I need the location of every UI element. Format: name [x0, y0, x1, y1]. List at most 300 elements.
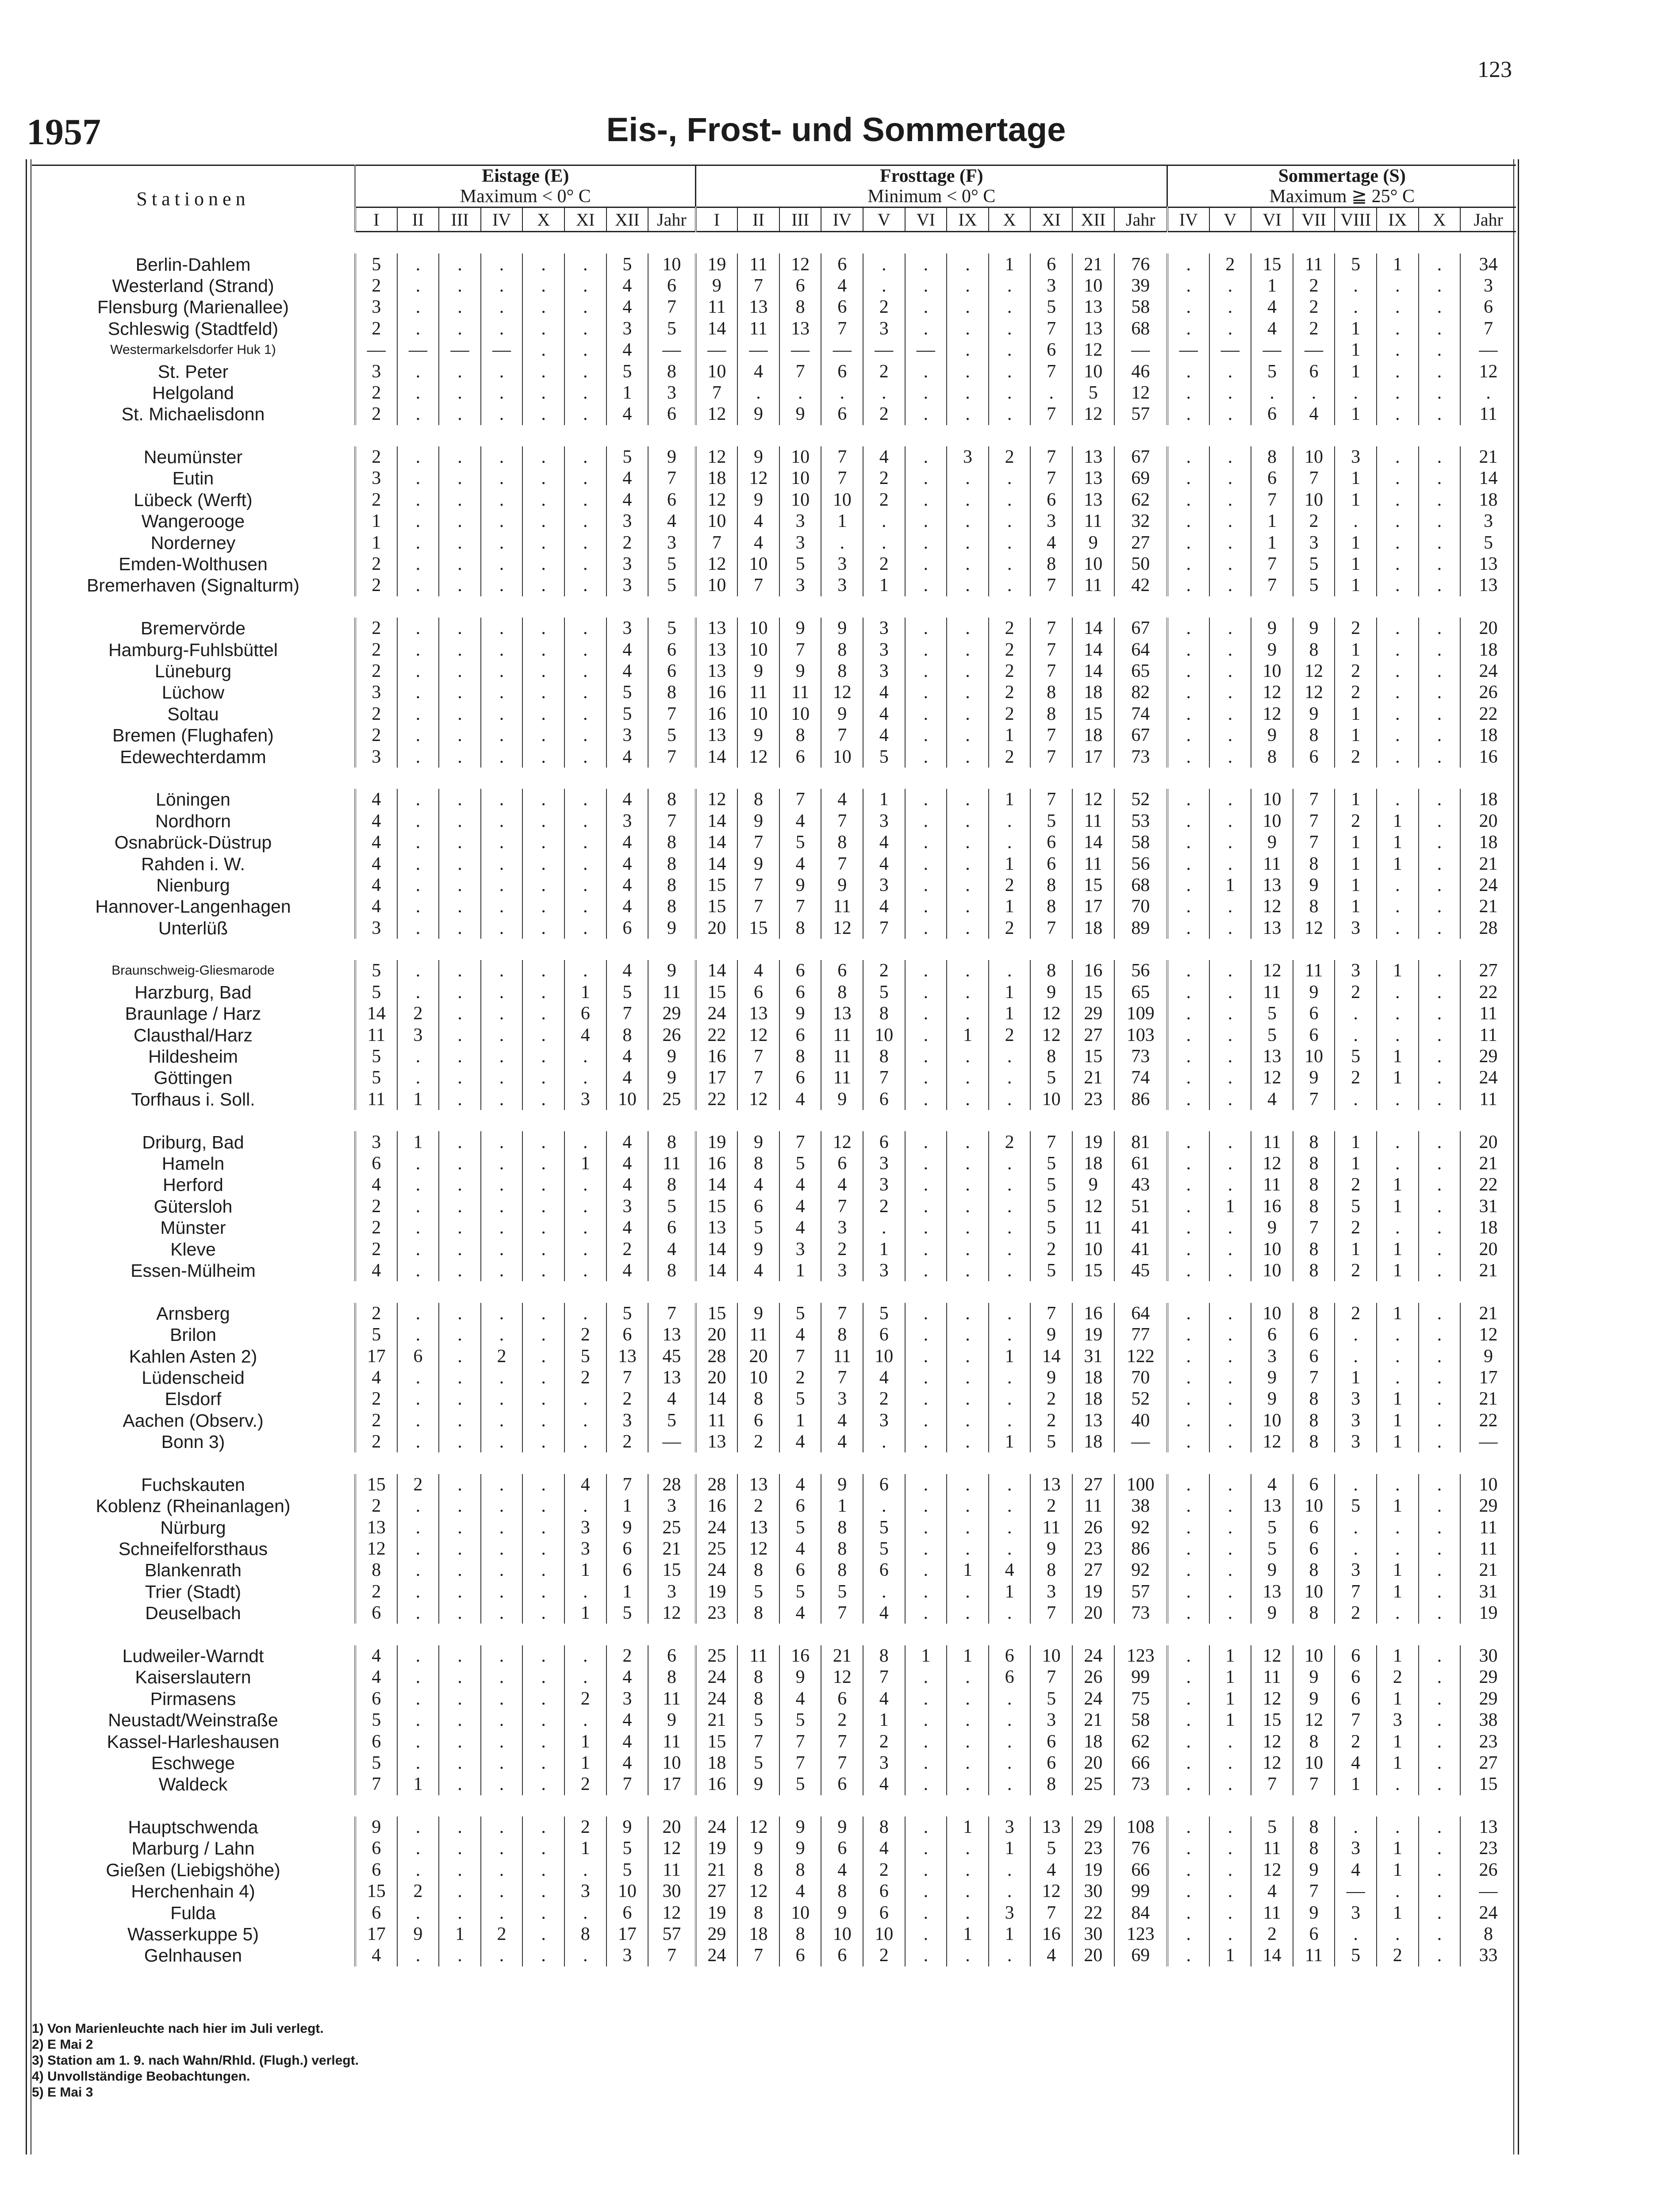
frost-value-cell: . [947, 725, 989, 746]
frost-value-cell: 10 [737, 618, 779, 639]
ice-value-cell: 5 [355, 1709, 397, 1731]
table-row [32, 853, 1516, 874]
ice-value-cell: 4 [355, 1367, 397, 1388]
summer-value-cell: . [1167, 1667, 1209, 1688]
ice-value-cell: 2 [355, 403, 397, 425]
frost-value-cell: . [989, 403, 1031, 425]
frost-value-cell: 66 [1114, 1752, 1167, 1774]
frost-value-cell: 14 [1072, 661, 1114, 682]
frost-value-cell: 13 [1072, 468, 1114, 489]
frost-value-cell: 6 [1030, 339, 1072, 361]
frost-value-cell: 68 [1114, 875, 1167, 896]
summer-month-header: VIII [1335, 207, 1377, 232]
summer-value-cell: . [1377, 1324, 1419, 1345]
frost-value-cell: 7 [821, 1731, 863, 1752]
frost-value-cell: 8 [821, 1517, 863, 1538]
summer-value-cell: . [1209, 789, 1251, 810]
ice-value-cell: . [481, 1945, 523, 1966]
summer-value-cell: 2 [1335, 1217, 1377, 1238]
frost-value-cell: 8 [1030, 682, 1072, 703]
frost-value-cell: 9 [821, 875, 863, 896]
ice-value-cell: 3 [606, 553, 649, 575]
ice-value-cell: 9 [648, 446, 695, 468]
ice-value-cell: . [397, 361, 439, 382]
ice-value-cell: 4 [355, 1174, 397, 1195]
frost-value-cell: 6 [779, 960, 821, 981]
summer-value-cell: 20 [1460, 1131, 1516, 1152]
frost-value-cell: 1 [989, 853, 1031, 874]
ice-value-cell: 4 [606, 403, 649, 425]
summer-value-cell: 2 [1335, 746, 1377, 767]
station-name: Berlin-Dahlem [32, 253, 355, 275]
summer-value-cell: . [1335, 1474, 1377, 1495]
frost-value-cell: 25 [696, 1538, 738, 1559]
frost-value-cell: 2 [863, 1196, 905, 1217]
summer-value-cell: . [1167, 275, 1209, 296]
summer-value-cell: . [1209, 661, 1251, 682]
summer-value-cell: 1 [1335, 553, 1377, 575]
frost-value-cell: 7 [821, 1367, 863, 1388]
ice-value-cell: 6 [648, 489, 695, 511]
ice-value-cell: . [481, 639, 523, 660]
frost-value-cell: 1 [947, 1924, 989, 1945]
frost-days-desc: Minimum < 0° C [867, 186, 996, 207]
ice-value-cell: 7 [648, 296, 695, 318]
summer-value-cell: 1 [1335, 403, 1377, 425]
ice-value-cell: . [397, 810, 439, 832]
frost-value-cell: 1 [863, 1709, 905, 1731]
summer-value-cell: . [1419, 532, 1461, 553]
frost-value-cell: 14 [1072, 639, 1114, 660]
summer-value-cell: 29 [1460, 1495, 1516, 1517]
summer-value-cell: 9 [1251, 1367, 1293, 1388]
frost-value-cell: — [696, 339, 738, 361]
ice-value-cell: . [439, 1345, 481, 1367]
frost-value-cell: 13 [779, 318, 821, 339]
ice-value-cell: 2 [355, 703, 397, 725]
frost-value-cell: . [989, 1174, 1031, 1195]
summer-value-cell: . [1167, 1238, 1209, 1260]
ice-value-cell: . [481, 1881, 523, 1902]
table-row [32, 296, 1516, 318]
frost-value-cell: 16 [779, 1645, 821, 1667]
frost-value-cell: 6 [821, 361, 863, 382]
page-number: 123 [1477, 57, 1512, 82]
frost-value-cell: 6 [821, 1945, 863, 1966]
ice-value-cell: . [481, 1260, 523, 1281]
summer-value-cell: . [1419, 468, 1461, 489]
group-spacer-row [32, 425, 1516, 446]
ice-value-cell: . [397, 618, 439, 639]
frost-value-cell: . [905, 1816, 947, 1838]
station-name: Brilon [32, 1324, 355, 1345]
summer-value-cell: 3 [1335, 1409, 1377, 1431]
ice-value-cell: 4 [606, 296, 649, 318]
summer-value-cell: . [1377, 918, 1419, 939]
summer-value-cell: 1 [1377, 1388, 1419, 1409]
ice-value-cell: . [522, 1517, 564, 1538]
summer-value-cell: . [1209, 639, 1251, 660]
summer-value-cell: 1 [1377, 1067, 1419, 1088]
frost-value-cell: . [947, 1709, 989, 1731]
ice-value-cell: . [439, 1816, 481, 1838]
frost-value-cell: 20 [737, 1345, 779, 1367]
frost-value-cell: 23 [1072, 1538, 1114, 1559]
summer-value-cell: 1 [1335, 1367, 1377, 1388]
ice-value-cell: . [439, 361, 481, 382]
ice-value-cell: . [481, 1602, 523, 1624]
ice-value-cell: . [397, 960, 439, 981]
ice-value-cell: . [397, 1731, 439, 1752]
frost-value-cell: 2 [863, 489, 905, 511]
frost-value-cell: 11 [737, 1324, 779, 1345]
frost-value-cell: 4 [779, 1324, 821, 1345]
summer-value-cell: 11 [1251, 1174, 1293, 1195]
frost-value-cell: — [905, 339, 947, 361]
table-row [32, 1474, 1516, 1495]
summer-value-cell: 1 [1335, 1131, 1377, 1152]
summer-value-cell: . [1167, 1538, 1209, 1559]
ice-value-cell: 9 [648, 1046, 695, 1067]
summer-value-cell: . [1419, 1345, 1461, 1367]
ice-value-cell: . [439, 1667, 481, 1688]
frost-value-cell: 10 [1030, 1089, 1072, 1110]
summer-value-cell: . [1209, 1024, 1251, 1045]
frost-value-cell: 27 [1072, 1474, 1114, 1495]
frost-value-cell: . [905, 382, 947, 403]
summer-value-cell: . [1419, 1495, 1461, 1517]
summer-value-cell: . [1419, 1752, 1461, 1774]
ice-value-cell: 4 [606, 1667, 649, 1688]
summer-value-cell: . [1209, 403, 1251, 425]
frost-value-cell: 5 [779, 553, 821, 575]
ice-value-cell: 13 [355, 1517, 397, 1538]
ice-value-cell: 4 [606, 746, 649, 767]
frost-value-cell: 3 [779, 532, 821, 553]
frost-value-cell: 11 [821, 1345, 863, 1367]
summer-value-cell: . [1419, 382, 1461, 403]
frost-value-cell: 13 [1072, 1409, 1114, 1431]
ice-value-cell: 2 [355, 1409, 397, 1431]
frost-value-cell: 9 [737, 403, 779, 425]
summer-value-cell: 8 [1293, 1731, 1335, 1752]
frost-value-cell: . [863, 1431, 905, 1452]
summer-value-cell: . [1167, 1431, 1209, 1452]
ice-value-cell: 3 [606, 725, 649, 746]
frost-value-cell: 45 [1114, 1260, 1167, 1281]
frost-value-cell: 7 [1030, 746, 1072, 767]
frost-value-cell: 12 [737, 746, 779, 767]
frost-value-cell: . [905, 1174, 947, 1195]
station-name: Clausthal/Harz [32, 1024, 355, 1045]
summer-value-cell: . [1377, 618, 1419, 639]
summer-value-cell: . [1419, 1602, 1461, 1624]
ice-value-cell: . [564, 1645, 606, 1667]
frost-value-cell: 3 [863, 1752, 905, 1774]
summer-value-cell: 1 [1335, 489, 1377, 511]
frost-value-cell: 9 [1030, 1538, 1072, 1559]
summer-value-cell: . [1419, 1902, 1461, 1923]
frost-value-cell: 51 [1114, 1196, 1167, 1217]
frost-value-cell: . [905, 468, 947, 489]
ice-value-cell: 6 [355, 1731, 397, 1752]
summer-value-cell: — [1460, 1881, 1516, 1902]
frost-value-cell: 8 [1030, 703, 1072, 725]
summer-value-cell: 5 [1251, 1816, 1293, 1838]
frost-value-cell: 11 [1072, 853, 1114, 874]
frost-value-cell: 6 [821, 296, 863, 318]
summer-value-cell: . [1419, 1924, 1461, 1945]
summer-value-cell: . [1377, 1367, 1419, 1388]
summer-value-cell: — [1460, 1431, 1516, 1452]
frost-value-cell: 99 [1114, 1667, 1167, 1688]
frost-value-cell: 10 [696, 575, 738, 596]
frost-value-cell: 9 [821, 703, 863, 725]
table-row [32, 253, 1516, 275]
ice-value-cell: . [439, 1902, 481, 1923]
ice-value-cell: . [397, 875, 439, 896]
ice-value-cell: 8 [648, 896, 695, 917]
summer-value-cell: . [1377, 1881, 1419, 1902]
frost-value-cell: . [947, 1474, 989, 1495]
summer-value-cell: . [1209, 896, 1251, 917]
ice-value-cell: 2 [355, 1431, 397, 1452]
summer-value-cell: . [1419, 725, 1461, 746]
frost-value-cell: . [989, 1153, 1031, 1174]
summer-value-cell: . [1209, 1003, 1251, 1024]
frost-value-cell: — [1114, 339, 1167, 361]
table-row [32, 1046, 1516, 1067]
ice-value-cell: . [439, 1602, 481, 1624]
ice-value-cell: 6 [355, 1153, 397, 1174]
summer-value-cell: 14 [1251, 1945, 1293, 1966]
frost-value-cell: 6 [1030, 489, 1072, 511]
frost-value-cell: 5 [1030, 1196, 1072, 1217]
frost-value-cell: 4 [821, 275, 863, 296]
ice-value-cell: . [564, 1431, 606, 1452]
frost-value-cell: 1 [821, 511, 863, 532]
ice-value-cell: 4 [648, 1388, 695, 1409]
summer-value-cell: . [1167, 1217, 1209, 1238]
station-name: Nordhorn [32, 810, 355, 832]
summer-value-cell: 18 [1460, 489, 1516, 511]
frost-value-cell: 9 [696, 275, 738, 296]
summer-value-cell: 10 [1251, 810, 1293, 832]
frost-value-cell: 2 [737, 1431, 779, 1452]
frost-value-cell: 6 [779, 1559, 821, 1581]
ice-value-cell: . [397, 1238, 439, 1260]
ice-value-cell: . [481, 1238, 523, 1260]
ice-value-cell: . [522, 511, 564, 532]
frost-value-cell: 12 [1030, 1881, 1072, 1902]
frost-value-cell: 1 [863, 789, 905, 810]
station-name: Hameln [32, 1153, 355, 1174]
frost-value-cell: . [905, 1153, 947, 1174]
summer-value-cell: 12 [1251, 1731, 1293, 1752]
ice-value-cell: . [397, 1538, 439, 1559]
summer-value-cell: . [1419, 253, 1461, 275]
station-name: Kaiserslautern [32, 1667, 355, 1688]
ice-value-cell: 3 [606, 511, 649, 532]
summer-value-cell: . [1419, 1667, 1461, 1688]
group-spacer-row [32, 1795, 1516, 1816]
summer-value-cell: . [1167, 1752, 1209, 1774]
summer-value-cell: 11 [1460, 1003, 1516, 1024]
summer-value-cell: 7 [1251, 553, 1293, 575]
frost-value-cell: . [947, 468, 989, 489]
frost-value-cell: . [905, 1517, 947, 1538]
ice-value-cell: 3 [648, 532, 695, 553]
ice-value-cell: 3 [564, 1881, 606, 1902]
frost-value-cell: 7 [779, 361, 821, 382]
ice-value-cell: . [522, 253, 564, 275]
frost-value-cell: 6 [1030, 1731, 1072, 1752]
summer-value-cell: 12 [1251, 1752, 1293, 1774]
ice-value-cell: . [522, 1260, 564, 1281]
frost-value-cell: 11 [1072, 1217, 1114, 1238]
ice-value-cell: 9 [648, 1709, 695, 1731]
frost-value-cell: 2 [863, 1388, 905, 1409]
frost-value-cell: . [947, 1174, 989, 1195]
ice-value-cell: . [397, 446, 439, 468]
summer-value-cell: 7 [1251, 489, 1293, 511]
frost-value-cell: 7 [737, 896, 779, 917]
ice-value-cell: . [564, 832, 606, 853]
summer-value-cell: 1 [1335, 875, 1377, 896]
frost-value-cell: 16 [696, 682, 738, 703]
frost-value-cell: . [947, 1538, 989, 1559]
spacer-cell [32, 232, 1516, 254]
ice-value-cell: . [481, 1645, 523, 1667]
ice-value-cell: . [522, 1217, 564, 1238]
frost-value-cell: . [989, 1089, 1031, 1110]
frost-value-cell: 18 [1072, 682, 1114, 703]
ice-value-cell: . [481, 1153, 523, 1174]
summer-value-cell: 28 [1460, 918, 1516, 939]
ice-value-cell: . [397, 1324, 439, 1345]
frost-value-cell: 15 [1072, 982, 1114, 1003]
summer-value-cell: 5 [1335, 1495, 1377, 1517]
frost-value-cell: 3 [863, 1153, 905, 1174]
station-name: Löningen [32, 789, 355, 810]
frost-value-cell: 8 [737, 1388, 779, 1409]
summer-value-cell: . [1167, 403, 1209, 425]
frost-value-cell: . [863, 532, 905, 553]
ice-value-cell: 11 [355, 1024, 397, 1045]
ice-value-cell: 20 [648, 1816, 695, 1838]
frost-value-cell: . [947, 296, 989, 318]
summer-value-cell: . [1209, 1089, 1251, 1110]
summer-value-cell: 18 [1460, 639, 1516, 660]
frost-month-header: Jahr [1114, 207, 1167, 232]
frost-value-cell: . [905, 1367, 947, 1388]
ice-value-cell: . [522, 296, 564, 318]
ice-value-cell: 11 [648, 982, 695, 1003]
frost-value-cell: 8 [1030, 875, 1072, 896]
ice-value-cell: 4 [648, 511, 695, 532]
frost-value-cell: 6 [863, 1324, 905, 1345]
group-spacer-row [32, 1624, 1516, 1645]
summer-value-cell: 12 [1293, 1709, 1335, 1731]
ice-value-cell: 9 [397, 1924, 439, 1945]
frost-value-cell: 3 [821, 575, 863, 596]
ice-value-cell: . [439, 1324, 481, 1345]
frost-value-cell: 16 [696, 1046, 738, 1067]
frost-value-cell: 5 [779, 832, 821, 853]
frost-value-cell: 4 [821, 1431, 863, 1452]
ice-month-header: X [522, 207, 564, 232]
summer-value-cell: . [1209, 1367, 1251, 1388]
frost-value-cell: 18 [1072, 1431, 1114, 1452]
frost-value-cell: 20 [1072, 1945, 1114, 1966]
frost-value-cell: . [947, 1003, 989, 1024]
frost-value-cell: 10 [1072, 1238, 1114, 1260]
ice-value-cell: . [439, 1731, 481, 1752]
ice-value-cell: 5 [355, 982, 397, 1003]
frost-value-cell: 5 [779, 1709, 821, 1731]
frost-value-cell: 14 [696, 1388, 738, 1409]
summer-value-cell: . [1419, 1431, 1461, 1452]
frost-value-cell: . [989, 1752, 1031, 1774]
frost-value-cell: 6 [821, 960, 863, 981]
ice-value-cell: . [522, 618, 564, 639]
summer-value-cell: . [1377, 896, 1419, 917]
frost-value-cell: 12 [696, 403, 738, 425]
ice-value-cell: . [481, 746, 523, 767]
ice-value-cell: . [481, 853, 523, 874]
summer-value-cell: . [1209, 296, 1251, 318]
ice-value-cell: 5 [606, 253, 649, 275]
frost-value-cell: 30 [1072, 1924, 1114, 1945]
frost-value-cell: 64 [1114, 1303, 1167, 1324]
frost-value-cell: 12 [1030, 1003, 1072, 1024]
ice-value-cell: . [439, 1388, 481, 1409]
ice-value-cell: . [397, 1945, 439, 1966]
summer-value-cell: . [1419, 361, 1461, 382]
ice-value-cell: 3 [355, 682, 397, 703]
frost-value-cell: 3 [947, 446, 989, 468]
table-row [32, 896, 1516, 917]
summer-value-cell: 1 [1377, 853, 1419, 874]
frost-value-cell: . [947, 1517, 989, 1538]
frost-value-cell: 17 [696, 1067, 738, 1088]
summer-value-cell: . [1167, 918, 1209, 939]
summer-value-cell: 1 [1377, 1688, 1419, 1709]
ice-value-cell: . [481, 1731, 523, 1752]
frost-value-cell: 8 [737, 1688, 779, 1709]
summer-value-cell: 1 [1335, 1153, 1377, 1174]
summer-value-cell: 3 [1460, 275, 1516, 296]
station-name: Eschwege [32, 1752, 355, 1774]
frost-value-cell: 2 [863, 403, 905, 425]
summer-value-cell: . [1377, 703, 1419, 725]
summer-value-cell: 2 [1335, 1303, 1377, 1324]
station-name: Bremervörde [32, 618, 355, 639]
frost-value-cell: . [989, 553, 1031, 575]
ice-days-title: Eistage (E) [482, 166, 569, 186]
summer-value-cell: . [1419, 318, 1461, 339]
summer-value-cell: 1 [1335, 853, 1377, 874]
summer-value-cell: . [1167, 1688, 1209, 1709]
frost-value-cell: 6 [863, 1881, 905, 1902]
frost-value-cell: . [905, 618, 947, 639]
ice-value-cell: . [439, 1089, 481, 1110]
summer-value-cell: 3 [1335, 1838, 1377, 1859]
summer-value-cell: . [1419, 1324, 1461, 1345]
summer-value-cell: . [1209, 1517, 1251, 1538]
ice-value-cell: . [522, 1089, 564, 1110]
summer-value-cell: 17 [1460, 1367, 1516, 1388]
